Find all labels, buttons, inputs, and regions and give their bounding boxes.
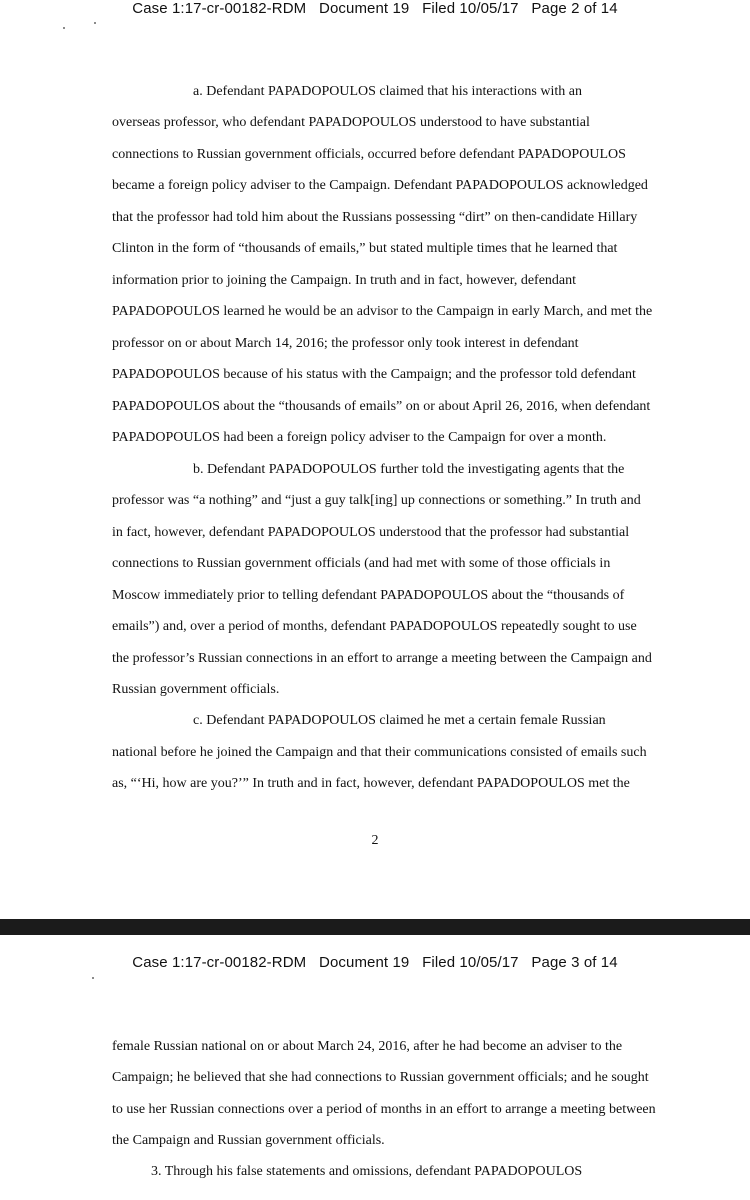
paragraph-c-line: as, “‘Hi, how are you?’” In truth and in fact, however, defendant PAPADOPOULOS met the [112,776,630,791]
paragraph-c-line: c. Defendant PAPADOPOULOS claimed he met a certain female Russian [193,713,606,728]
paragraph-a-line: that the professor had told him about the Russians possessing “dirt” on then-candidate Hillary [112,210,638,225]
paragraph-b-line: professor was “a nothing” and “just a guy talk[ing] up connections or something.” In truth and [112,493,641,508]
paragraph-b-line: connections to Russian government officials (and had met with some of those officials in [112,556,611,571]
scan-speck [94,22,96,24]
scan-speck [63,27,65,29]
case-header: Case 1:17-cr-00182-RDM Document 19 Filed 10/05/17 Page 2 of 14 [132,0,618,17]
paragraph-c-line: to use her Russian connections over a period of months in an effort to arrange a meeting between [112,1102,656,1117]
paragraph-a-line: a. Defendant PAPADOPOULOS claimed that his interactions with an [193,84,582,99]
paragraph-b-line: Moscow immediately prior to telling defendant PAPADOPOULOS about the “thousands of [112,588,625,603]
paragraph-a-line: overseas professor, who defendant PAPADOPOULOS understood to have substantial [112,115,590,130]
paragraph-a-line: PAPADOPOULOS had been a foreign policy adviser to the Campaign for over a month. [112,430,607,445]
paragraph-c-line: Campaign; he believed that she had connections to Russian government officials; and he sought [112,1070,649,1085]
scan-speck [92,977,94,979]
paragraph-b-line: in fact, however, defendant PAPADOPOULOS understood that the professor had substantial [112,525,630,540]
paragraph-a-line: became a foreign policy adviser to the Campaign. Defendant PAPADOPOULOS acknowledged [112,178,648,193]
paragraph-b-line: emails”) and, over a period of months, defendant PAPADOPOULOS repeatedly sought to use [112,619,637,634]
case-header: Case 1:17-cr-00182-RDM Document 19 Filed 10/05/17 Page 3 of 14 [132,954,618,971]
paragraph-a-line: PAPADOPOULOS because of his status with the Campaign; and the professor told defendant [112,367,636,382]
paragraph-c-line: national before he joined the Campaign and that their communications consisted of emails such [112,745,647,760]
paragraph-b-line: the professor’s Russian connections in an effort to arrange a meeting between the Campaign and [112,651,652,666]
paragraph-3-line: 3. Through his false statements and omissions, defendant PAPADOPOULOS [151,1164,583,1179]
paragraph-a-line: professor on or about March 14, 2016; the professor only took interest in defendant [112,336,579,351]
paragraph-b-line: b. Defendant PAPADOPOULOS further told the investigating agents that the [193,462,625,477]
page-number: 2 [371,833,379,848]
paragraph-a-line: PAPADOPOULOS about the “thousands of emails” on or about April 26, 2016, when defendant [112,399,651,414]
paragraph-a-line: PAPADOPOULOS learned he would be an advisor to the Campaign in early March, and met the [112,304,653,319]
paragraph-a-line: Clinton in the form of “thousands of emails,” but stated multiple times that he learned that [112,241,618,256]
paragraph-a-line: information prior to joining the Campaign. In truth and in fact, however, defendant [112,273,577,288]
paragraph-a-line: connections to Russian government officials, occurred before defendant PAPADOPOULOS [112,147,626,162]
document-page [0,935,750,1200]
paragraph-b-line: Russian government officials. [112,682,280,697]
paragraph-c-line: the Campaign and Russian government officials. [112,1133,385,1148]
paragraph-c-line: female Russian national on or about March 24, 2016, after he had become an adviser to the [112,1039,623,1054]
